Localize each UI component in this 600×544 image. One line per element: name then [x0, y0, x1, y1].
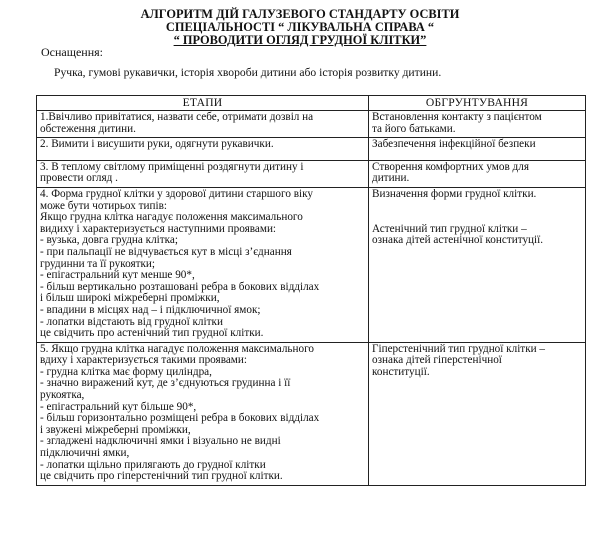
stage-line: обстеження дитини.: [40, 122, 136, 135]
justification-line: Гіперстенічний тип грудної клітки –: [372, 342, 546, 355]
equipment-label: Оснащення:: [41, 45, 104, 59]
justification-line: Визначення форми грудної клітки.: [372, 187, 537, 200]
stage-cell: [37, 342, 369, 485]
stage-line: Якщо грудна клітка нагадує положення максимального: [40, 211, 303, 224]
justification-line: дитини.: [372, 172, 410, 185]
stage-line: підключичні ямки,: [40, 447, 130, 460]
stage-line: - при пальпації не відчувається кут в місці з’єднання: [40, 245, 292, 258]
stage-line: - значно виражений кут, де з’єднуються грудинна і її: [40, 377, 291, 390]
stage-line: - лопатки щільно прилягають до грудної клітки: [40, 458, 266, 471]
algorithm-table: [36, 95, 586, 486]
title-line-2: СПЕЦІАЛЬНОСТІ “ ЛІКУВАЛЬНА СПРАВА “: [165, 20, 435, 34]
stage-line: і звужені міжреберні проміжки,: [40, 423, 191, 436]
stage-line: - вузька, довга грудна клітка;: [40, 234, 179, 247]
stage-line: вдиху і характеризується такими проявами:: [40, 354, 247, 367]
equipment-text: Ручка, гумові рукавички, історія хвороби дитини або історія розвитку дитини.: [54, 66, 442, 79]
title-line-3: “ ПРОВОДИТИ ОГЛЯД ГРУДНОЇ КЛІТКИ”: [173, 33, 427, 47]
stage-cell: [37, 160, 369, 187]
stage-line: 4. Форма грудної клітки у здорової дитини старшого віку: [40, 187, 313, 200]
stage-line: - більш горизонтально розміщені ребра в бокових відділах: [40, 412, 320, 425]
justification-line: Астенічний тип грудної клітки –: [372, 222, 527, 235]
table-row[interactable]: [37, 187, 586, 342]
header-justification: ОБГРУНТУВАННЯ: [369, 96, 586, 111]
stage-line: 5. Якщо грудна клітка нагадує положення максимального: [40, 342, 314, 355]
justification-line: Встановлення контакту з пацієнтом: [372, 111, 542, 123]
justification-cell: [369, 111, 586, 138]
table-row[interactable]: [37, 111, 586, 138]
stage-cell: [37, 187, 369, 342]
stage-line: - лопатки відстають від грудної клітки: [40, 315, 223, 328]
table-row[interactable]: [37, 160, 586, 187]
justification-cell: [369, 187, 586, 342]
stage-line: - епігастральний кут менше 90*,: [40, 269, 195, 282]
stage-cell: [37, 111, 369, 138]
stage-line: 1.Ввічливо привітатися, назвати себе, отримати дозвіл на: [40, 111, 314, 123]
header-stages: ЕТАПИ: [37, 96, 369, 111]
justification-line: та його батьками.: [372, 122, 456, 135]
stage-line: провести огляд .: [40, 172, 118, 185]
stage-line: - впадини в місцях над – і підключичної ямок;: [40, 303, 261, 316]
stage-line: грудинни та її рукоятки;: [40, 257, 156, 270]
justification-cell: [369, 160, 586, 187]
stage-line: і більш широкі міжреберні проміжки,: [40, 292, 220, 305]
justification-line: Забезпечення інфекційної безпеки: [372, 138, 536, 151]
justification-cell: [369, 342, 586, 485]
justification-line: конституції.: [372, 365, 430, 378]
stage-line: - грудна клітка має форму циліндра,: [40, 365, 212, 378]
justification-cell: [369, 138, 586, 161]
stage-line: може бути чотирьох типів:: [40, 199, 167, 212]
title-line-1: АЛГОРИТМ ДІЙ ГАЛУЗЕВОГО СТАНДАРТУ ОСВІТИ: [140, 7, 460, 21]
justification-line: ознака дітей гіперстенічної: [372, 354, 502, 367]
table-row[interactable]: [37, 342, 586, 485]
stage-line: 2. Вимити і висушити руки, одягнути рукавички.: [40, 138, 274, 151]
stage-cell: [37, 138, 369, 161]
stage-line: видиху і характеризується наступними проявами:: [40, 222, 277, 235]
document-header: [0, 8, 600, 47]
justification-line: Створення комфортних умов для: [372, 160, 529, 173]
stage-line: це свідчить про гіперстенічний тип грудної клітки.: [40, 470, 283, 483]
stage-line: - епігастральний кут більше 90*,: [40, 400, 197, 413]
justification-line: ознака дітей астенічної конституції.: [372, 234, 544, 247]
table-header-row: [37, 96, 586, 111]
spacer: [372, 201, 582, 224]
table-row[interactable]: [37, 138, 586, 161]
stage-line: це свідчить про астенічний тип грудної клітки.: [40, 327, 264, 340]
stage-line: - більш вертикально розташовані ребра в бокових відділах: [40, 280, 320, 293]
stage-line: 3. В теплому світлому приміщенні роздягнути дитину і: [40, 160, 304, 173]
stage-line: - згладжені надключичні ямки і візуально не видні: [40, 435, 281, 448]
stage-line: рукоятка,: [40, 389, 85, 402]
